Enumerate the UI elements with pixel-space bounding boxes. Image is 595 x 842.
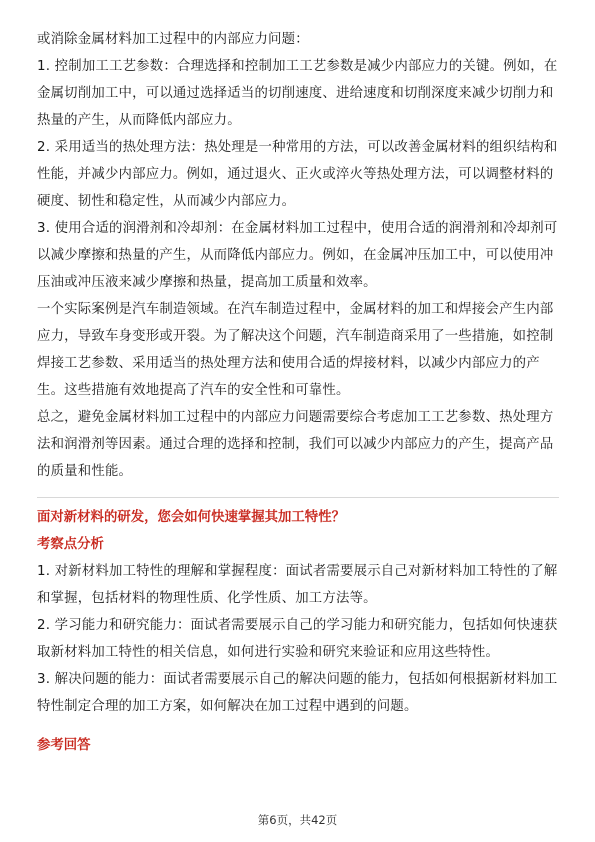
analysis-item-2: 2. 学习能力和研究能力：面试者需要展示自己的学习能力和研究能力，包括如何快速获取新材料加工特性的相关信息，如何进行实验和研究来验证和应用这些特性。 [37, 618, 558, 660]
analysis-heading: 考察点分析 [37, 537, 104, 552]
question-heading: 面对新材料的研发，您会如何快速掌握其加工特性？ [37, 510, 345, 525]
point-3: 3. 使用合适的润滑剂和冷却剂：在金属材料加工过程中，使用合适的润滑剂和冷却剂可以减少摩擦和热量的产生，从而降低内部应力。例如，在金属冲压加工中，可以使用冲压油或冲压液来减少摩擦和热量，提高加工质量和效率。 [37, 221, 558, 290]
answer-heading: 参考回答 [37, 738, 91, 753]
section-divider [37, 497, 559, 498]
case-paragraph: 一个实际案例是汽车制造领域。在汽车制造过程中，金属材料的加工和焊接会产生内部应力，导致车身变形或开裂。为了解决这个问题，汽车制造商采用了一些措施，如控制焊接工艺参数、采用适当的热处理方法和使用合适的焊接材料，以减少内部应力的产生。这些措施有效地提高了汽车的安全性和可靠性。 [37, 302, 554, 398]
analysis-item-3: 3. 解决问题的能力：面试者需要展示自己的解决问题的能力，包括如何根据新材料加工特性制定合理的加工方案，如何解决在加工过程中遇到的问题。 [37, 672, 558, 714]
intro-line: 或消除金属材料加工过程中的内部应力问题： [37, 32, 309, 47]
document-page [37, 26, 559, 759]
analysis-item-1: 1. 对新材料加工特性的理解和掌握程度：面试者需要展示自己对新材料加工特性的了解和掌握，包括材料的物理性质、化学性质、加工方法等。 [37, 564, 558, 606]
page-footer: 第6页，共42页 [257, 813, 338, 827]
point-2: 2. 采用适当的热处理方法：热处理是一种常用的方法，可以改善金属材料的组织结构和性能，并减少内部应力。例如，通过退火、正火或淬火等热处理方法，可以调整材料的硬度、韧性和稳定性，从而减少内部应力。 [37, 140, 558, 209]
point-1: 1. 控制加工工艺参数：合理选择和控制加工工艺参数是减少内部应力的关键。例如，在金属切削加工中，可以通过选择适当的切削速度、进给速度和切削深度来减少切削力和热量的产生，从而降低内部应力。 [37, 59, 558, 128]
summary-paragraph: 总之，避免金属材料加工过程中的内部应力问题需要综合考虑加工工艺参数、热处理方法和润滑剂等因素。通过合理的选择和控制，我们可以减少内部应力的产生，提高产品的质量和性能。 [37, 410, 554, 479]
